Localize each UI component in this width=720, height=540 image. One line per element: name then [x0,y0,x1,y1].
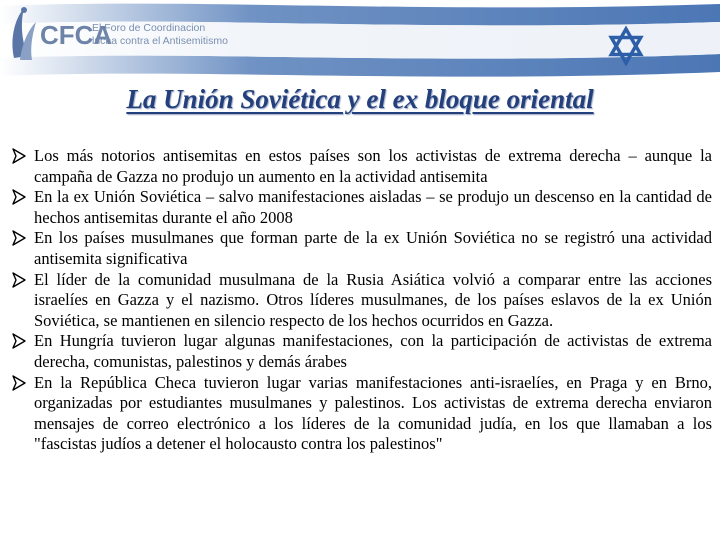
arrow-bullet-icon [12,230,26,246]
logo-subtitle-line1: El Foro de Coordinacion [92,22,206,34]
bullet-item [12,228,712,269]
bullet-item [12,187,712,228]
bullet-item [12,373,712,455]
slide-title: La Unión Soviética y el ex bloque oriental [126,84,594,114]
bullet-item [12,146,712,187]
logo-abbreviation: CFCA [40,20,113,50]
bullet-text: En la República Checa tuvieron lugar varias manifestaciones anti-israelíes, en Praga y en Brno, organizadas por estudiantes musulmanes y palestinos. Los activistas de extrema derecha enviaron mensajes de correo electrónico a los líderes de la comunidad judía, en los que llamaban a los "fascistas judíos a detener el holocausto contra los palestinos" [34,372,712,454]
arrow-bullet-icon [12,375,26,391]
bullet-list [12,146,712,455]
bullet-text: El líder de la comunidad musulmana de la Rusia Asiática volvió a comparar entre las acciones israelíes en Gazza y el nazismo. Otros líderes musulmanes, de los países eslavos de la ex Unión Soviética, se mantienen en silencio respecto de los hechos ocurridos en Gazza. [34,269,712,330]
arrow-bullet-icon [12,272,26,288]
arrow-bullet-icon [12,189,26,205]
bullet-text: En la ex Unión Soviética – salvo manifestaciones aisladas – se produjo un descenso en la cantidad de hechos antisemitas durante el año 2008 [34,187,712,227]
bullet-text: En Hungría tuvieron lugar algunas manifestaciones, con la participación de activistas de extrema derecha, comunistas, palestinos y demás árabes [34,331,712,371]
header-banner [0,0,720,85]
bullet-item [12,270,712,332]
bullet-text: En los países musulmanes que forman parte de la ex Unión Soviética no se registró una actividad antisemita significativa [34,228,712,268]
logo-subtitle-line2: lucha contra el Antisemitismo [92,35,228,47]
bullet-text: Los más notorios antisemitas en estos países son los activistas de extrema derecha – aunque la campaña de Gazza no produjo un aumento en la actividad antisemita [34,146,712,186]
arrow-bullet-icon [12,333,26,349]
bullet-item [12,331,712,372]
arrow-bullet-icon [12,148,26,164]
